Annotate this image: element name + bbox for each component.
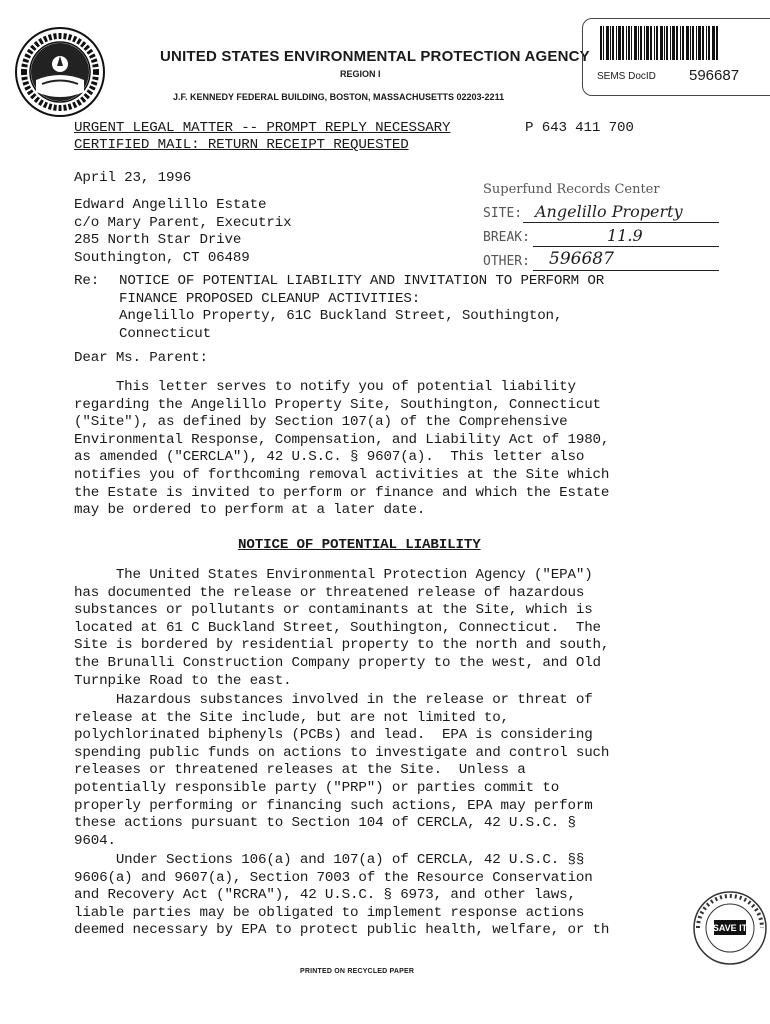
para3-line: potentially responsible party ("PRP") or parties commit to	[74, 780, 560, 796]
agency-name: UNITED STATES ENVIRONMENTAL PROTECTION AGENCY	[160, 48, 590, 65]
stamp-break-label: BREAK:	[483, 230, 530, 245]
stamp-title: Superfund Records Center	[483, 182, 660, 197]
recycle-seal-text: SAVE IT	[712, 923, 748, 933]
para1-line: regarding the Angelillo Property Site, Southington, Connecticut	[74, 396, 601, 413]
para2-line: the Brunalli Construction Company property to the west, and Old	[74, 655, 601, 671]
para4-line: liable parties may be obligated to implement response actions	[74, 904, 585, 921]
stamp-break-value: 11.9	[607, 226, 643, 245]
region-label: REGION I	[340, 69, 381, 79]
para1-line: notifies you of forthcoming removal activities at the Site which	[74, 467, 610, 483]
re-line-1: NOTICE OF POTENTIAL LIABILITY AND INVITATION TO PERFORM OR	[119, 273, 605, 289]
recipient-line-3: 285 North Star Drive	[74, 232, 242, 248]
para3-line: Hazardous substances involved in the release or threat of	[74, 692, 593, 708]
recipient-line-2: c/o Mary Parent, Executrix	[74, 214, 292, 231]
recycle-seal-icon	[690, 888, 770, 968]
recipient-line-4: Southington, CT 06489	[74, 249, 250, 266]
stamp-other-value: 596687	[549, 249, 614, 269]
para3-line: 9604.	[74, 832, 116, 849]
epa-seal-icon	[10, 22, 110, 122]
para1-line: Environmental Response, Compensation, and Liability Act of 1980,	[74, 431, 610, 448]
re-line-4: Connecticut	[119, 325, 212, 342]
re-line-2: FINANCE PROPOSED CLEANUP ACTIVITIES:	[119, 290, 421, 307]
para2-line: located at 61 C Buckland Street, Southington, Connecticut. The	[74, 619, 601, 636]
certified-mail-notice: CERTIFIED MAIL: RETURN RECEIPT REQUESTED	[74, 137, 409, 153]
para4-line: and Recovery Act ("RCRA"), 42 U.S.C. § 6973, and other laws,	[74, 887, 576, 904]
recipient-line-1: Edward Angelillo Estate	[74, 197, 267, 213]
para3-line: spending public funds on actions to investigate and control such	[74, 744, 610, 761]
para4-line: 9606(a) and 9607(a), Section 7003 of the Resource Conservation	[74, 869, 593, 886]
para2-line: The United States Environmental Protection Agency ("EPA")	[74, 567, 593, 583]
section-heading: NOTICE OF POTENTIAL LIABILITY	[238, 537, 481, 553]
footer-recycled-paper: PRINTED ON RECYCLED PAPER	[300, 968, 415, 975]
sems-docid-label: SEMS DocID	[597, 71, 656, 82]
para1-line: This letter serves to notify you of potential liability	[74, 379, 576, 395]
para1-line: may be ordered to perform at a later date.	[74, 502, 426, 519]
salutation: Dear Ms. Parent:	[74, 350, 208, 366]
para3-line: these actions pursuant to Section 104 of CERCLA, 42 U.S.C. §	[74, 815, 576, 832]
sems-docid-value: 596687	[689, 67, 740, 84]
para4-line: deemed necessary by EPA to protect public health, welfare, or th	[74, 922, 610, 939]
para3-line: properly performing or financing such actions, EPA may perform	[74, 797, 593, 814]
urgent-notice: URGENT LEGAL MATTER -- PROMPT REPLY NECESSARY	[74, 120, 451, 136]
para1-line: the Estate is invited to perform or finance and which the Estate	[74, 484, 610, 501]
stamp-other-label: OTHER:	[483, 254, 530, 269]
para2-line: substances or pollutants or contaminants at the Site, which is	[74, 602, 593, 619]
para1-line: ("Site"), as defined by Section 107(a) of the Comprehensive	[74, 414, 568, 431]
para2-line: has documented the release or threatened release of hazardous	[74, 584, 585, 601]
re-line-3: Angelillo Property, 61C Buckland Street, Southington,	[119, 308, 563, 324]
certified-mail-number: P 643 411 700	[525, 120, 634, 136]
para2-line: Turnpike Road to the east.	[74, 672, 292, 689]
agency-address: J.F. KENNEDY FEDERAL BUILDING, BOSTON, MASSACHUSETTS 02203-2211	[173, 92, 505, 102]
para3-line: release at the Site include, but are not limited to,	[74, 709, 509, 726]
para3-line: releases or threatened releases at the Site. Unless a	[74, 762, 526, 779]
stamp-site-label: SITE:	[483, 206, 523, 221]
letter-date: April 23, 1996	[74, 170, 192, 186]
stamp-site-value: Angelillo Property	[535, 202, 683, 221]
para3-line: polychlorinated biphenyls (PCBs) and lead. EPA is considering	[74, 727, 593, 744]
para2-line: Site is bordered by residential property to the north and south,	[74, 637, 610, 654]
para4-line: Under Sections 106(a) and 107(a) of CERCLA, 42 U.S.C. §§	[74, 852, 585, 868]
re-label: Re:	[74, 273, 100, 289]
barcode-icon	[600, 26, 718, 60]
para1-line: as amended ("CERCLA"), 42 U.S.C. § 9607(a). This letter also	[74, 449, 585, 466]
